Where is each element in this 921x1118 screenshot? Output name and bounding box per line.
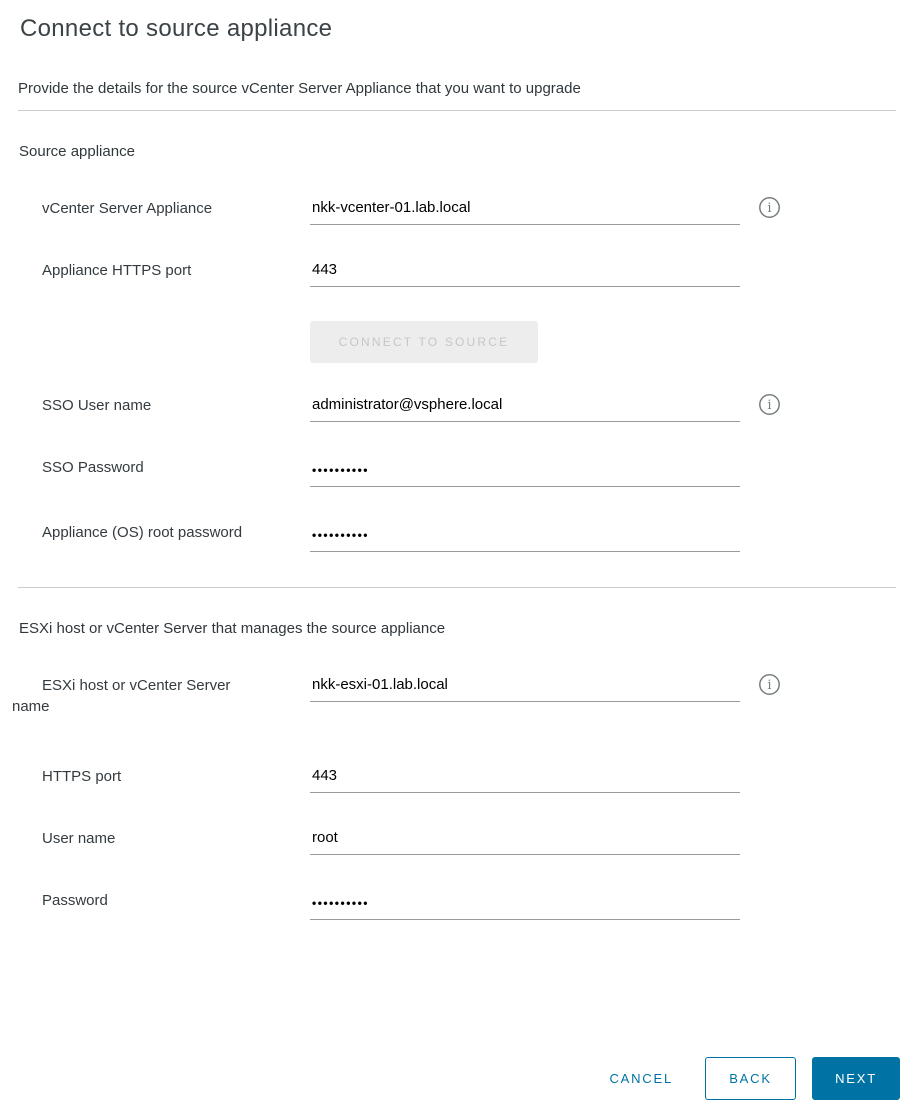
appliance-https-port-input[interactable]: 443: [310, 260, 740, 287]
wizard-footer: [601, 1057, 900, 1100]
cancel-button[interactable]: CANCEL: [601, 1057, 681, 1100]
field-row-vcsa: [12, 198, 921, 225]
esxi-https-port-input[interactable]: 443: [310, 766, 740, 793]
field-row-esxi-host-name: [12, 675, 921, 717]
esxi-user-name-label: User name: [42, 830, 116, 847]
page-title: Connect to source appliance: [20, 15, 333, 42]
divider: [18, 587, 896, 588]
field-row-appliance-https-port: [12, 260, 921, 287]
next-button[interactable]: NEXT: [812, 1057, 900, 1100]
source-appliance-fields: [0, 198, 921, 552]
os-root-password-label: Appliance (OS) root password: [42, 524, 243, 541]
field-row-sso-password: [12, 457, 921, 487]
field-row-esxi-user-name: [12, 828, 921, 855]
sso-password-label: SSO Password: [42, 459, 144, 476]
info-circle-icon[interactable]: [758, 393, 781, 416]
sso-user-name-input[interactable]: administrator@vsphere.local: [310, 395, 740, 422]
field-row-os-root-password: [12, 522, 921, 552]
page-subtitle: Provide the details for the source vCenter Server Appliance that you want to upgrade: [18, 80, 581, 97]
field-row-esxi-password: [12, 890, 921, 920]
esxi-host-fields: [0, 675, 921, 920]
esxi-password-input[interactable]: ••••••••••: [310, 890, 740, 920]
appliance-https-port-label: Appliance HTTPS port: [42, 262, 192, 279]
esxi-host-name-label: ESXi host or vCenter Server name: [12, 677, 231, 715]
esxi-host-name-input[interactable]: nkk-esxi-01.lab.local: [310, 675, 740, 702]
esxi-password-label: Password: [42, 892, 108, 909]
svg-text:i: i: [767, 201, 772, 217]
svg-text:i: i: [767, 678, 772, 694]
info-circle-icon[interactable]: [758, 673, 781, 696]
section-header-esxi-host: ESXi host or vCenter Server that manages the source appliance: [19, 620, 446, 637]
os-root-password-input[interactable]: ••••••••••: [310, 522, 740, 552]
back-button[interactable]: BACK: [705, 1057, 796, 1100]
field-row-sso-user-name: [12, 395, 921, 422]
vcsa-input[interactable]: nkk-vcenter-01.lab.local: [310, 198, 740, 225]
connect-to-source-button[interactable]: CONNECT TO SOURCE: [310, 321, 538, 363]
esxi-user-name-input[interactable]: root: [310, 828, 740, 855]
esxi-https-port-label: HTTPS port: [42, 768, 122, 785]
vcsa-label: vCenter Server Appliance: [42, 200, 213, 217]
svg-text:i: i: [767, 398, 772, 414]
section-header-source-appliance: Source appliance: [19, 143, 135, 160]
sso-user-name-label: SSO User name: [42, 397, 152, 414]
divider: [18, 110, 896, 111]
field-row-esxi-https-port: [12, 766, 921, 793]
info-circle-icon[interactable]: [758, 196, 781, 219]
sso-password-input[interactable]: ••••••••••: [310, 457, 740, 487]
